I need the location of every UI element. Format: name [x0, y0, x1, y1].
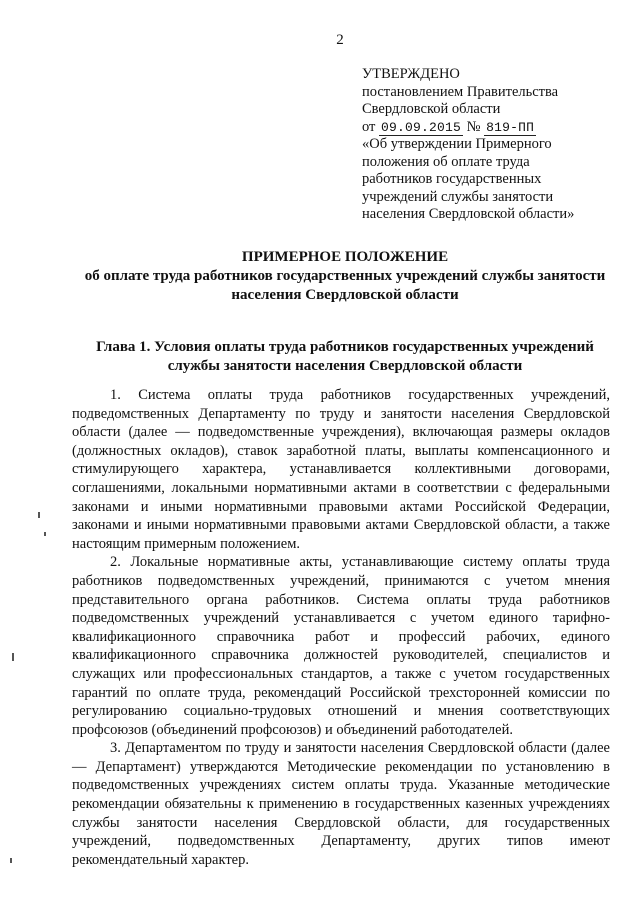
approval-line: постановлением Правительства — [362, 83, 559, 100]
approval-line: положения об оплате труда — [362, 153, 530, 170]
paragraph: 3. Департаментом по труду и занятости населения Свердловской области (далее — Департамент) утверждаются Методические рекомендации по установлению в подведомственных учреждениях систем оплаты труда. Указанные методические рекомендации обязательны к применению в государственных казенных учреждениях службы занятости населения Свердловской области, для государственных учреждений, подведомственных Департаменту, других типов имеют рекомендательный характер. — [72, 740, 610, 868]
approval-number: 819-ПП — [486, 119, 535, 135]
paragraph: 1. Система оплаты труда работников государственных учреждений, подведомственных Департаменту по труду и занятости населения Свердловской области (далее — подведомственные учреждения), включающая размеры окладов (должностных окладов), ставок заработной платы, выплаты компенсационного и стимулирующего характера, устанавливается коллективными договорами, соглашениями, локальными нормативными актами в соответствии с федеральными законами и иными нормативными правовыми актами Российской Федерации, законами и иными нормативными правовыми актами Свердловской области, а также настоящим примерным положением. — [72, 387, 610, 552]
scan-mark — [12, 653, 14, 661]
chapter-line: Глава 1. Условия оплаты труда работников государственных учреждений — [96, 339, 594, 355]
document-title — [60, 248, 630, 305]
approval-line: «Об утверждении Примерного — [362, 136, 552, 152]
chapter-heading — [60, 338, 630, 376]
document-body — [72, 386, 610, 869]
title-line: об оплате труда работников государственных учреждений службы занятости — [84, 268, 606, 284]
approval-date-line — [362, 119, 612, 137]
approval-date: 09.09.2015 — [381, 119, 462, 135]
approval-line: населения Свердловской области» — [362, 206, 575, 222]
date-prefix: от — [362, 118, 376, 135]
number-prefix: № — [466, 118, 481, 135]
paragraph: 2. Локальные нормативные акты, устанавливающие систему оплаты труда работников подведомственных учреждений, принимаются с учетом мнения представительного органа работников. Система оплаты труда работников подведомственных учреждений устанавливается с учетом единого тарифно-квалификационного справочника работ и профессий рабочих, единого квалификационного справочника должностей руководителей, специалистов и служащих или профессиональных стандартов, а также с учетом государственных гарантий по оплате труда, рекомендаций Российской трехсторонней комиссии по регулированию социально-трудовых отношений и мнения соответствующих профсоюзов (объединений профсоюзов) и объединений работодателей. — [72, 554, 610, 738]
page-number: 2 — [336, 32, 344, 48]
title-line: населения Свердловской области — [231, 287, 459, 303]
scan-mark — [38, 512, 40, 518]
approval-stamp — [362, 66, 612, 224]
approval-line: учреждений службы занятости — [362, 188, 554, 205]
approval-line: работников государственных — [362, 171, 542, 187]
scan-mark — [44, 532, 46, 536]
chapter-line: службы занятости населения Свердловской области — [167, 358, 523, 374]
scan-mark — [10, 858, 12, 863]
title-heading: ПРИМЕРНОЕ ПОЛОЖЕНИЕ — [241, 249, 449, 265]
approval-heading: УТВЕРЖДЕНО — [362, 66, 460, 82]
approval-line: Свердловской области — [362, 101, 501, 117]
